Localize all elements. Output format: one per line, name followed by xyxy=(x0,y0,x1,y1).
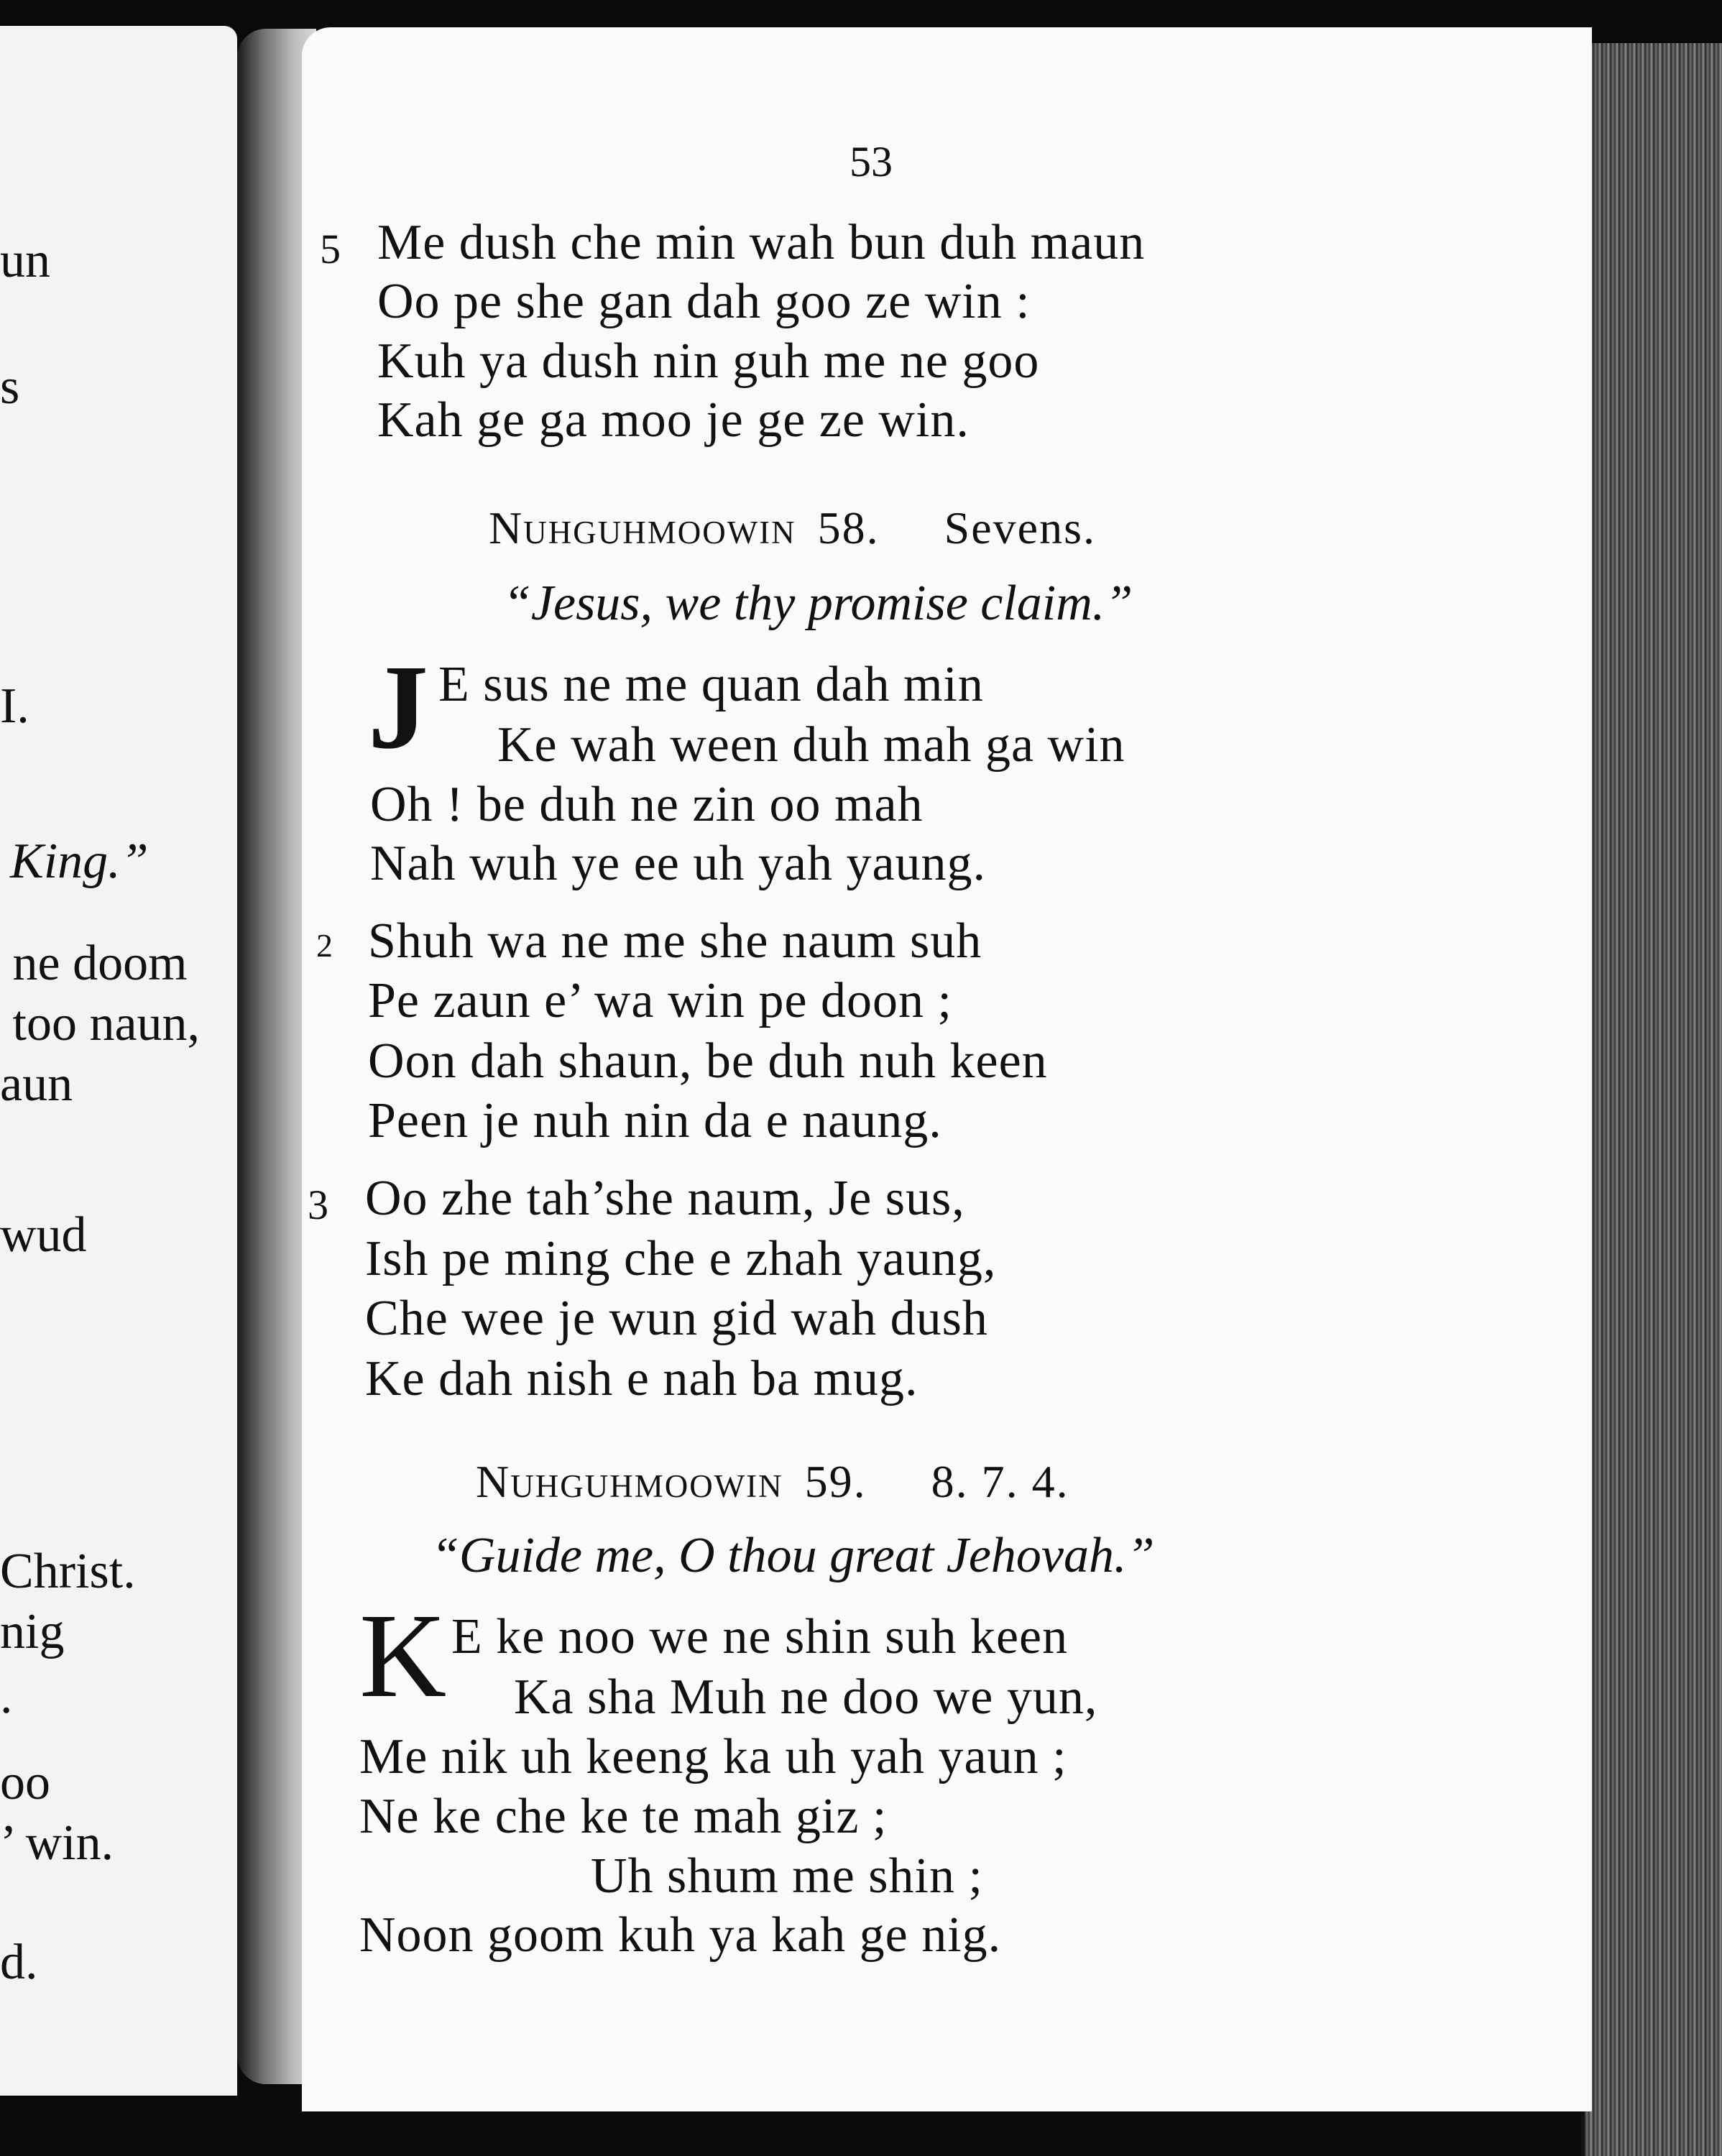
left-fragment: un xyxy=(0,233,50,288)
verse-line: Oo pe she gan dah goo ze win : xyxy=(377,274,1031,329)
left-fragment: wud xyxy=(0,1207,87,1263)
verse-line: E ke noo we ne shin suh keen xyxy=(451,1609,1069,1664)
left-facing-page xyxy=(0,26,237,2096)
verse-line: Me dush che min wah bun duh maun xyxy=(377,215,1146,270)
verse-line: Noon goom kuh ya kah ge nig. xyxy=(359,1907,1002,1963)
verse-line: Che wee je wun gid wah dush xyxy=(365,1291,988,1346)
left-fragment: ’ win. xyxy=(0,1815,114,1871)
verse-line: Ne ke che ke te mah giz ; xyxy=(359,1789,888,1844)
hymn-number: 59. xyxy=(804,1456,867,1507)
verse-number: 2 xyxy=(316,927,333,964)
verse-line: Ke wah ween duh mah ga win xyxy=(497,717,1125,773)
page-edge-texture xyxy=(1585,43,1722,2156)
left-fragment: too naun, xyxy=(0,996,201,1051)
hymn-heading xyxy=(489,502,1096,553)
hymn-subtitle: “Jesus, we thy promise claim.” xyxy=(503,576,1133,631)
verse-line: Uh shum me shin ; xyxy=(591,1848,983,1904)
left-fragment: . xyxy=(0,1669,13,1724)
hymn-heading xyxy=(476,1456,1069,1507)
drop-cap: K xyxy=(359,1589,447,1723)
left-fragment: oo xyxy=(0,1755,50,1810)
left-fragment: ne doom xyxy=(0,936,188,991)
verse-number: 5 xyxy=(320,226,341,272)
page-number: 53 xyxy=(850,138,893,185)
left-fragment: nig xyxy=(0,1604,65,1659)
verse-line: Me nik uh keeng ka uh yah yaun ; xyxy=(359,1729,1067,1784)
hymn-heading-word: Nuhguhmoowin xyxy=(476,1456,783,1507)
verse-line: Oh ! be duh ne zin oo mah xyxy=(370,777,924,832)
left-fragment: Christ. xyxy=(0,1544,136,1599)
left-fragment: aun xyxy=(0,1056,73,1112)
verse-line: Kah ge ga moo je ge ze win. xyxy=(377,392,970,448)
verse-line: Nah wuh ye ee uh yah yaung. xyxy=(370,836,987,891)
verse-number: 3 xyxy=(308,1181,328,1228)
left-fragment: King.” xyxy=(10,834,149,889)
hymn-subtitle: “Guide me, O thou great Jehovah.” xyxy=(431,1528,1155,1583)
hymn-heading-word: Nuhguhmoowin xyxy=(489,502,796,553)
drop-cap: J xyxy=(368,640,428,774)
verse-line: Ka sha Muh ne doo we yun, xyxy=(514,1669,1098,1725)
verse-line: Oo zhe tah’she naum, Je sus, xyxy=(365,1171,965,1226)
verse-line: Oon dah shaun, be duh nuh keen xyxy=(368,1033,1048,1089)
hymn-number: 58. xyxy=(817,502,880,553)
verse-line: Peen je nuh nin da e naung. xyxy=(368,1093,942,1148)
verse-line: Ish pe ming che e zhah yaung, xyxy=(365,1231,997,1286)
verse-line: Shuh wa ne me she naum suh xyxy=(368,913,982,969)
hymn-meter: 8. 7. 4. xyxy=(931,1456,1069,1507)
left-fragment: s xyxy=(0,359,20,415)
left-fragment: d. xyxy=(0,1935,38,1990)
verse-line: Ke dah nish e nah ba mug. xyxy=(365,1351,918,1406)
verse-line: Pe zaun e’ wa win pe doon ; xyxy=(368,973,952,1028)
hymn-meter: Sevens. xyxy=(944,502,1096,553)
verse-line: E sus ne me quan dah min xyxy=(438,657,984,712)
verse-line: Kuh ya dush nin guh me ne goo xyxy=(377,333,1040,389)
left-fragment: I. xyxy=(0,678,29,734)
